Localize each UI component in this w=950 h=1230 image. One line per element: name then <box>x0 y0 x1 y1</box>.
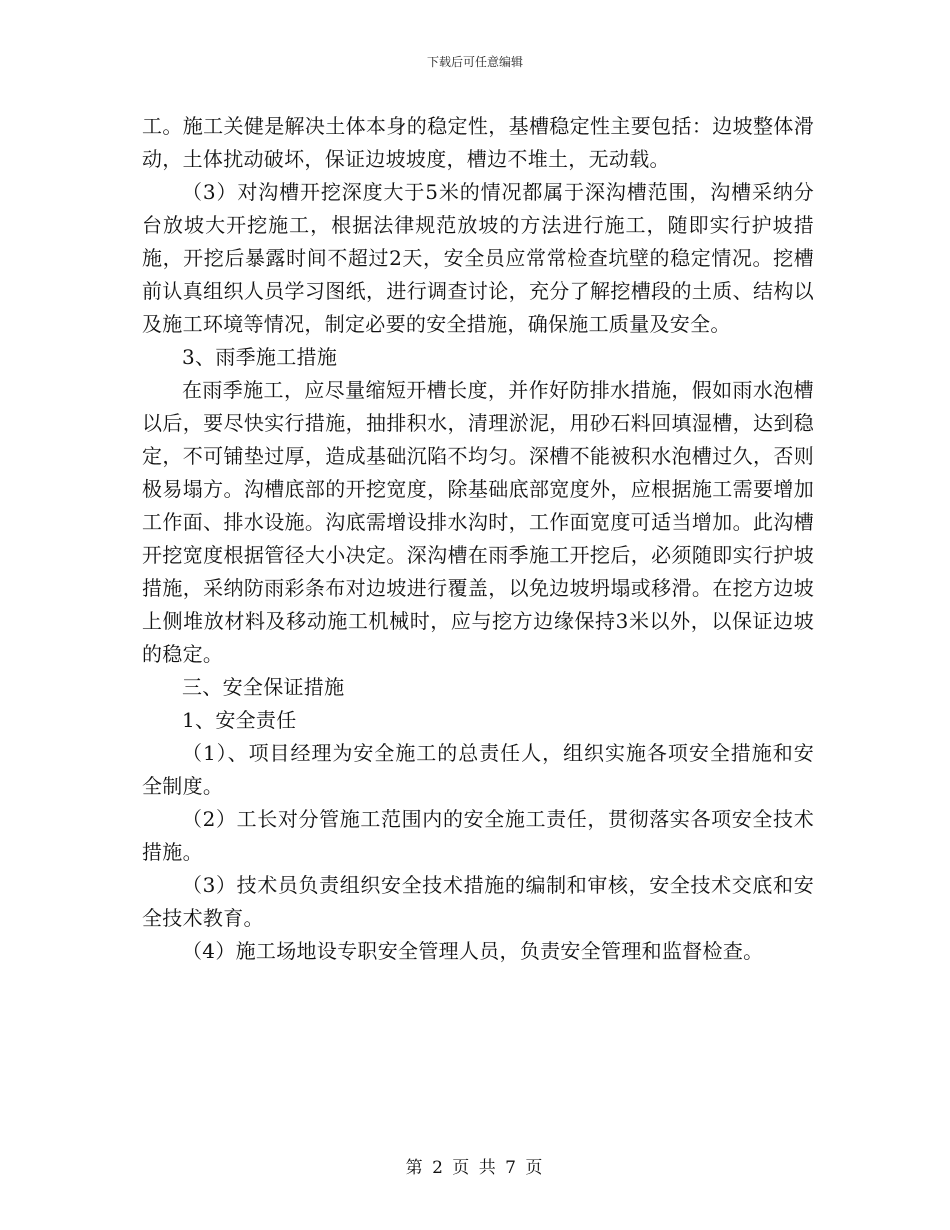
paragraph-item-3: （3）技术员负责组织安全技术措施的编制和审核，安全技术交底和安全技术教育。 <box>142 873 814 930</box>
section-heading-rainy-season: 3、雨季施工措施 <box>182 345 338 369</box>
page-header: 下载后可任意编辑 <box>426 55 523 69</box>
paragraph-item-4: （4）施工场地设专职安全管理人员，负责安全管理和监督检查。 <box>182 939 764 963</box>
document-body <box>142 110 814 968</box>
section-heading-safety-measures: 三、安全保证措施 <box>182 675 345 699</box>
page-number-footer: 第 2 页 共 7 页 <box>405 1158 545 1178</box>
paragraph-item-1: （1）、项目经理为安全施工的总责任人，组织实施各项安全措施和安全制度。 <box>142 741 814 798</box>
paragraph-1: 工。施工关健是解决土体本身的稳定性，基槽稳定性主要包括：边坡整体滑动，土体扰动破坏，保证边坡坡度，槽边不堆土，无动载。 <box>142 114 814 171</box>
section-heading-safety-responsibility: 1、安全责任 <box>182 708 297 732</box>
paragraph-3: 在雨季施工，应尽量缩短开槽长度，并作好防排水措施，假如雨水泡槽以后，要尽快实行措施，抽排积水，清理淤泥，用砂石料回填湿槽，达到稳定，不可铺垫过厚，造成基础沉陷不均匀。深槽不能被积水泡槽过久，否则极易塌方。沟槽底部的开挖宽度，除基础底部宽度外，应根据施工需要增加工作面、排水设施。沟底需增设排水沟时，工作面宽度可适当增加。此沟槽开挖宽度根据管径大小决定。深沟槽在雨季施工开挖后，必须随即实行护坡措施，采纳防雨彩条布对边坡进行覆盖，以免边坡坍塌或移滑。在挖方边坡上侧堆放材料及移动施工机械时，应与挖方边缘保持3米以外，以保证边坡的稳定。 <box>142 378 814 666</box>
paragraph-item-2: （2）工长对分管施工范围内的安全施工责任，贯彻落实各项安全技术措施。 <box>142 807 814 864</box>
paragraph-2: （3）对沟槽开挖深度大于5米的情况都属于深沟槽范围，沟槽采纳分台放坡大开挖施工，根据法律规范放坡的方法进行施工，随即实行护坡措施，开挖后暴露时间不超过2天，安全员应常常检查坑壁的稳定情况。挖槽前认真组织人员学习图纸，进行调查讨论，充分了解挖槽段的土质、结构以及施工环境等情况，制定必要的安全措施，确保施工质量及安全。 <box>142 180 814 336</box>
